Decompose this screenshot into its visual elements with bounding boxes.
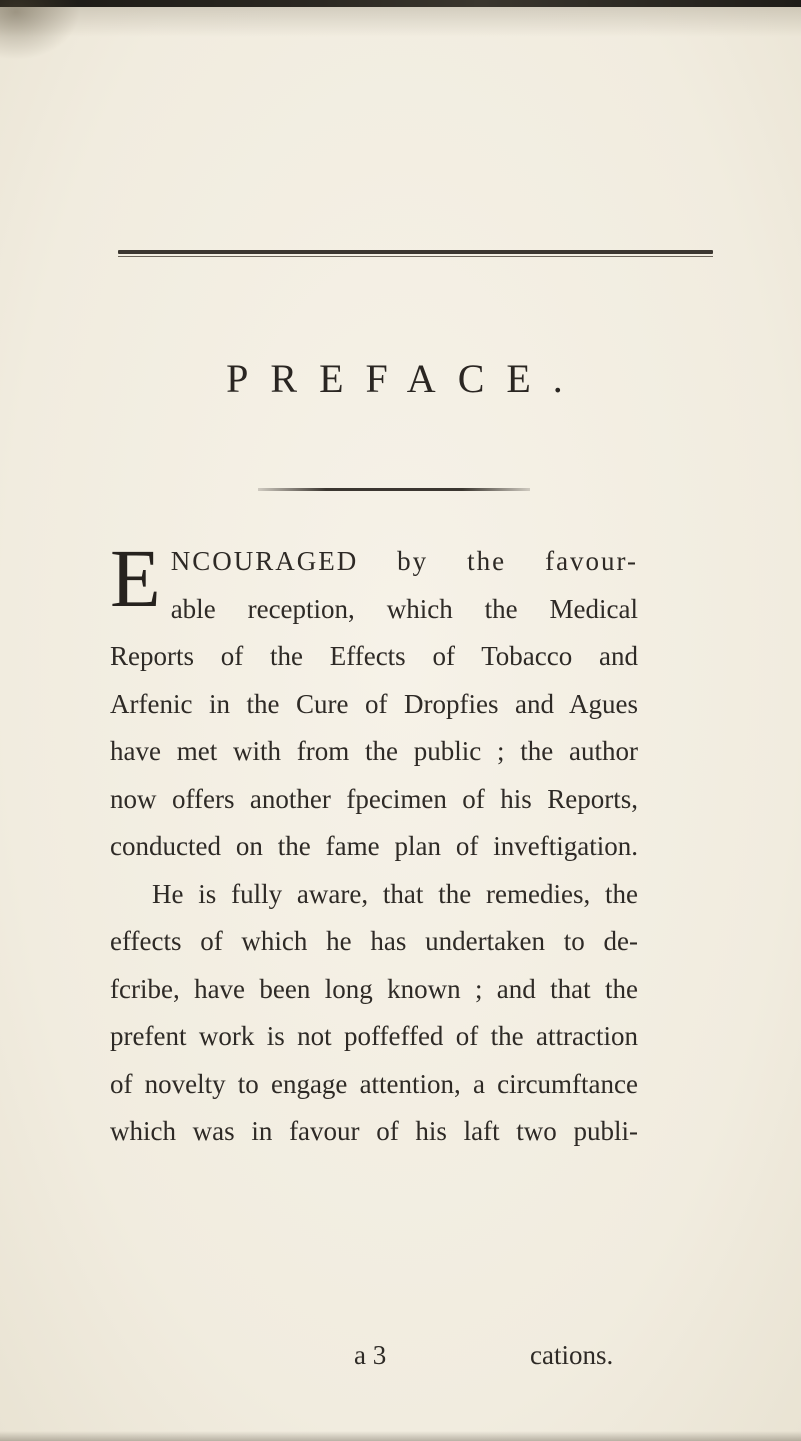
page-top-edge — [0, 0, 801, 7]
text-line-5: have met with from the public ; the author — [110, 736, 638, 766]
drop-cap-letter: E — [110, 532, 161, 624]
text-line-11: prefent work is not poffeffed of the attraction — [110, 1021, 638, 1051]
catchword: cations. — [530, 1340, 614, 1370]
text-line-6: now offers another fpecimen of his Reports, — [110, 783, 638, 814]
text-line-12: of novelty to engage attention, a circumftance — [110, 1068, 638, 1099]
text-line-9: effects of which he has undertaken to de- — [110, 926, 638, 956]
page-heading: PREFACE. — [226, 356, 585, 401]
page-top-shadow — [0, 7, 801, 37]
signature-mark: a 3 — [354, 1340, 387, 1370]
text-line-10: fcribe, have been long known ; and that the — [110, 973, 638, 1004]
text-line-8: He is fully aware, that the remedies, the — [152, 878, 638, 909]
top-ornamental-rule — [118, 250, 713, 254]
text-line-2: able reception, which the Medical — [170, 593, 638, 624]
text-line-4: Arfenic in the Cure of Dropfies and Agues — [110, 688, 638, 719]
text-line-13: which was in favour of his laft two publi- — [110, 1116, 638, 1146]
heading-divider-rule — [258, 488, 530, 491]
text-line-3: Reports of the Effects of Tobacco and — [110, 641, 638, 671]
page-bottom-edge — [0, 1431, 801, 1441]
corner-smudge — [0, 0, 80, 60]
text-line-7: conducted on the fame plan of inveftigation. — [110, 831, 638, 861]
text-line-1: NCOURAGED by the favour- — [170, 546, 638, 576]
preface-body — [110, 532, 638, 1156]
